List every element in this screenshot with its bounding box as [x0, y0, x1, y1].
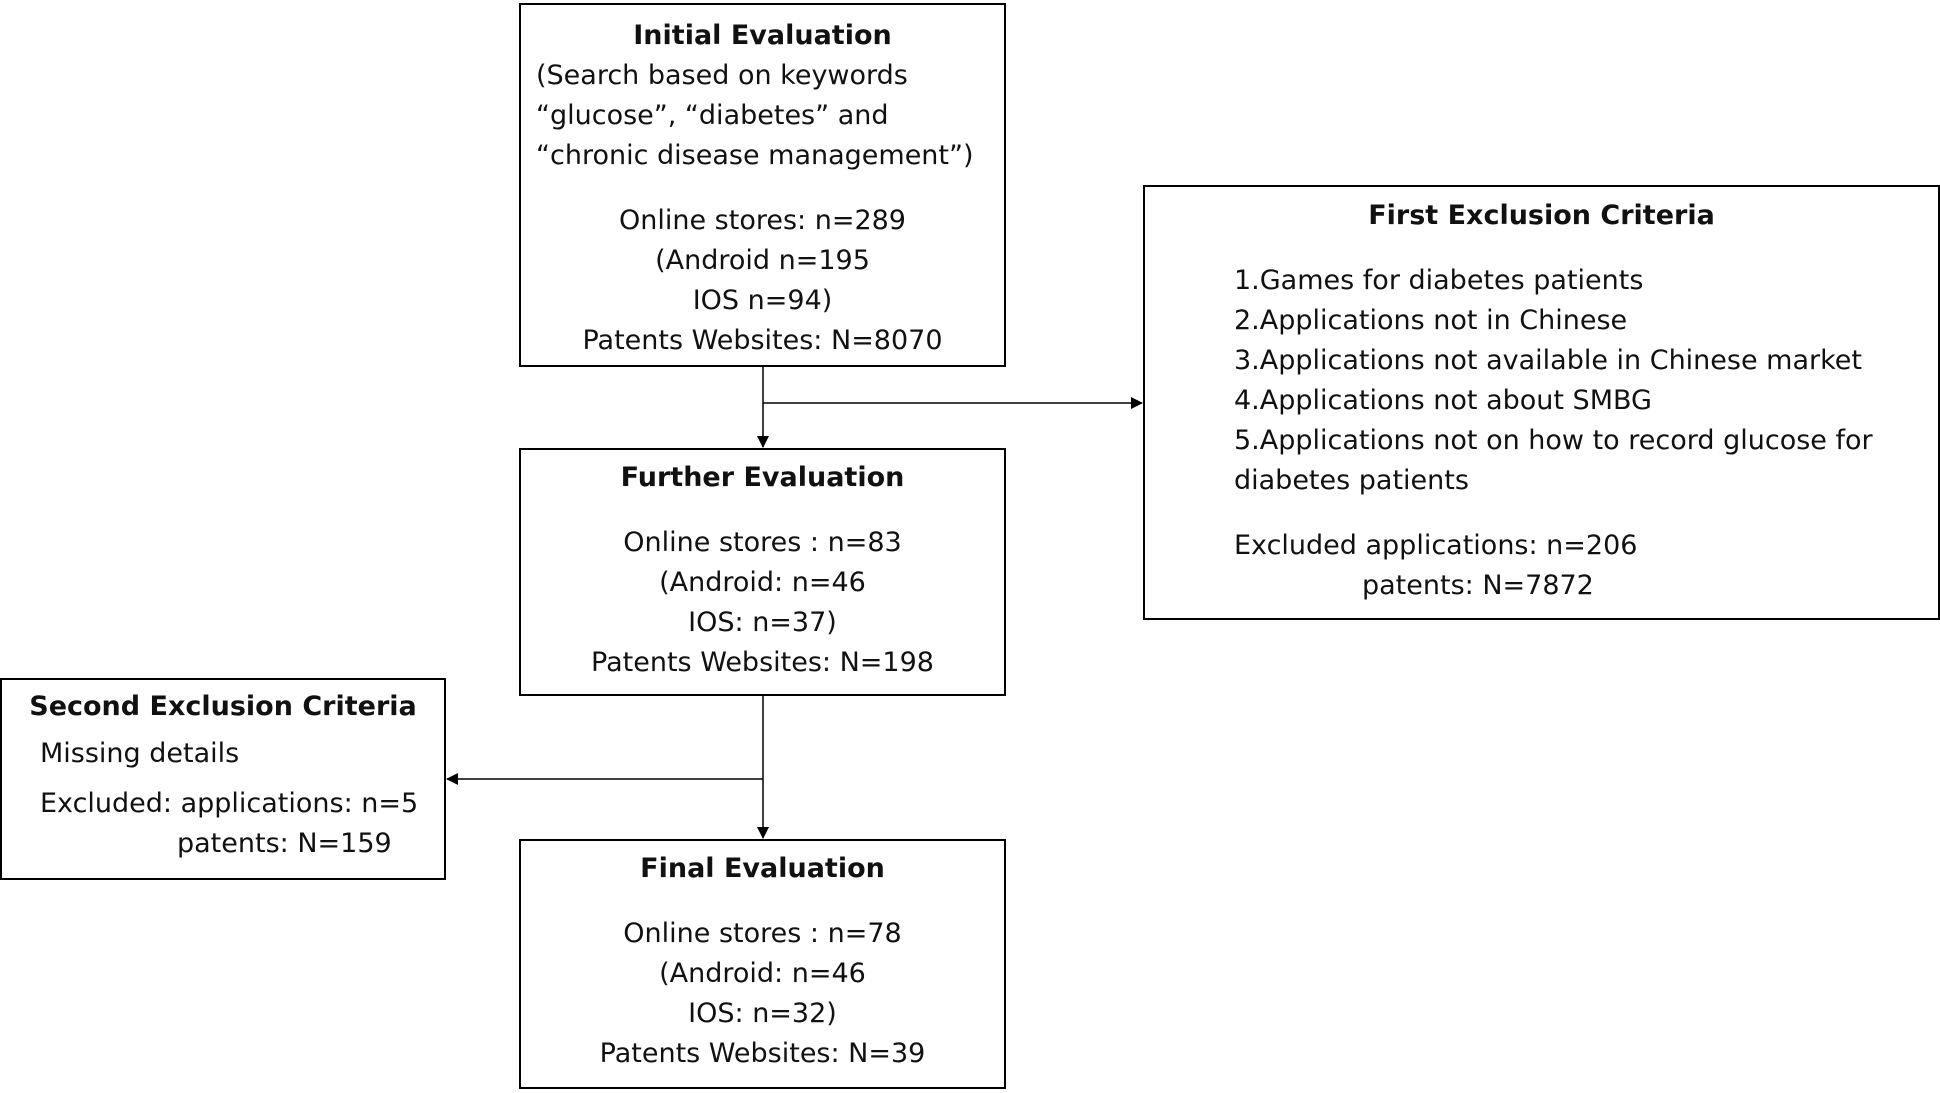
final-evaluation-box	[519, 839, 1006, 1089]
exclusion-criterion: 4.Applications not about SMBG	[1234, 385, 1652, 416]
search-keywords-line: (Search based on keywords	[536, 60, 908, 91]
exclusion-criterion: 5.Applications not on how to record glucose for	[1234, 425, 1873, 456]
second-exclusion-box	[0, 678, 446, 880]
final-count-line: Patents Websites: N=39	[599, 1038, 926, 1069]
further-evaluation-box	[519, 448, 1006, 696]
further-count-line: (Android: n=46	[659, 567, 866, 598]
exclusion-criterion: 3.Applications not available in Chinese market	[1234, 345, 1862, 376]
initial-evaluation-title: Initial Evaluation	[633, 20, 892, 51]
second-exclusion-title: Second Exclusion Criteria	[29, 691, 417, 722]
further-count-line: IOS: n=37)	[688, 607, 837, 638]
initial-evaluation-box	[519, 3, 1006, 367]
initial-count-line: Patents Websites: N=8070	[582, 325, 943, 356]
initial-count-line: (Android n=195	[655, 245, 870, 276]
final-count-line: Online stores : n=78	[623, 918, 902, 949]
exclusion-criterion: 1.Games for diabetes patients	[1234, 265, 1644, 296]
second-exclusion-reason: Missing details	[40, 738, 240, 769]
second-excluded-patents: patents: N=159	[177, 828, 392, 859]
search-keywords-line: “glucose”, “diabetes” and	[536, 100, 889, 131]
first-exclusion-title: First Exclusion Criteria	[1368, 200, 1715, 231]
final-evaluation-title: Final Evaluation	[640, 853, 885, 884]
further-evaluation-title: Further Evaluation	[620, 462, 905, 493]
final-count-line: (Android: n=46	[659, 958, 866, 989]
further-count-line: Patents Websites: N=198	[591, 647, 934, 678]
excluded-applications-count: Excluded applications: n=206	[1234, 530, 1638, 561]
initial-count-line: Online stores: n=289	[619, 205, 906, 236]
final-count-line: IOS: n=32)	[688, 998, 837, 1029]
further-count-line: Online stores : n=83	[623, 527, 902, 558]
search-keywords-line: “chronic disease management”)	[536, 140, 974, 171]
first-exclusion-box	[1143, 185, 1940, 620]
excluded-patents-count: patents: N=7872	[1362, 570, 1594, 601]
exclusion-criterion: diabetes patients	[1234, 465, 1469, 496]
second-excluded-applications: Excluded: applications: n=5	[40, 788, 419, 819]
initial-count-line: IOS n=94)	[692, 285, 833, 316]
exclusion-criterion: 2.Applications not in Chinese	[1234, 305, 1628, 336]
